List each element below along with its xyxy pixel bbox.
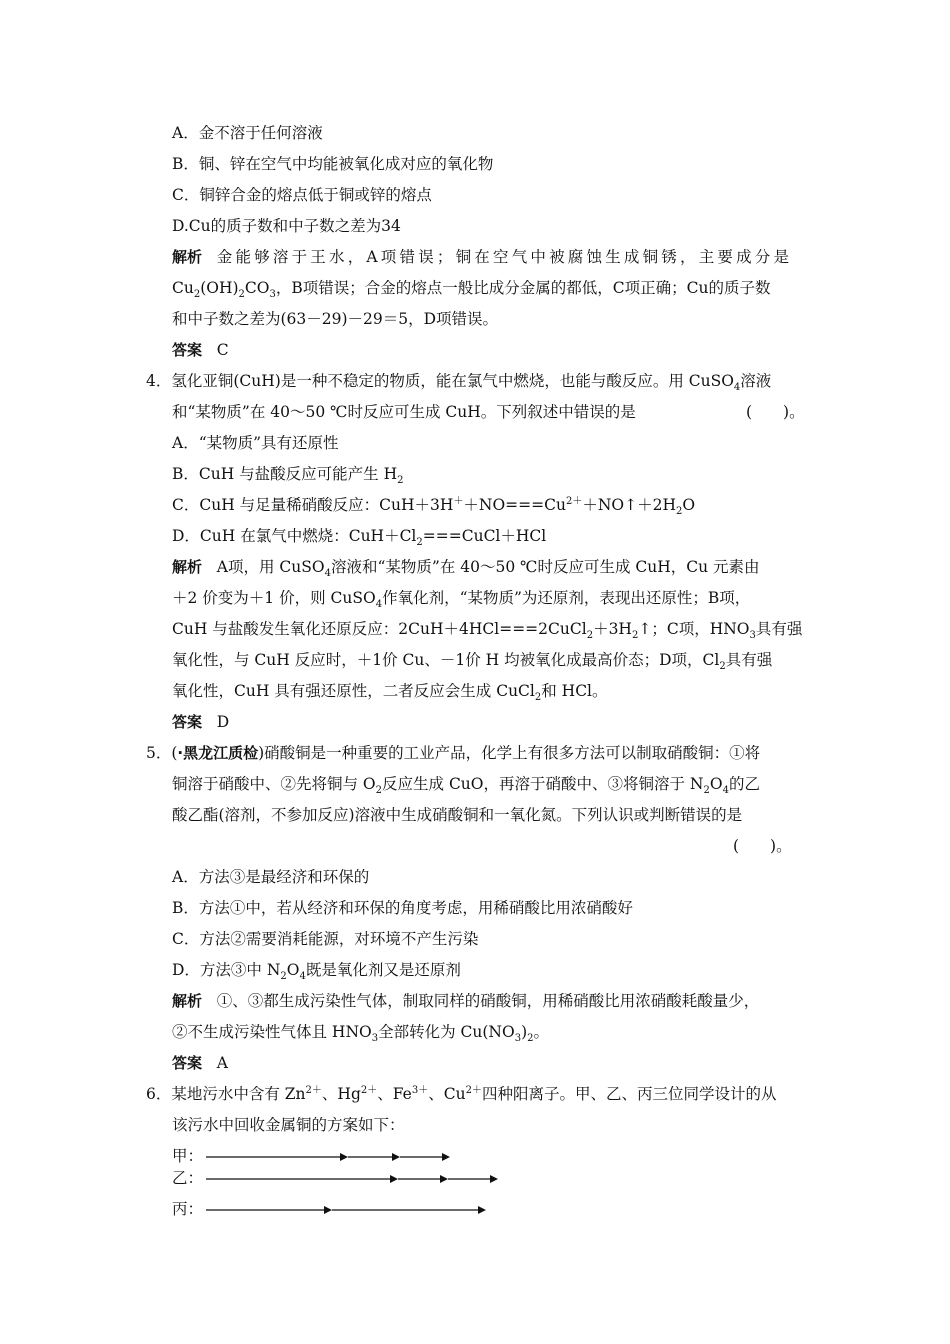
analysis-label: 解析 [172,248,203,266]
scheme-jia-label: 甲： [172,1147,204,1165]
q5-option-c: C．方法②需要消耗能源，对环境不产生污染 [172,930,479,948]
scheme-yi-arrows [204,1168,514,1188]
q6-stem-line-2: 该污水中回收金属铜的方案如下： [172,1116,405,1134]
q5-source: ·黑龙江质检 [177,744,259,762]
q5-option-b: B．方法①中，若从经济和环保的角度考虑，用稀硝酸比用浓硝酸好 [172,899,633,917]
q4-option-d: D．CuH 在氯气中燃烧：$CuH+Cl_2===CuCl+HCl$ [172,527,547,549]
q4-answer-value: D [216,713,230,731]
scheme-bing-arrows [204,1199,504,1219]
q5-answer-value: A [216,1054,228,1072]
q3-analysis-line-3: 和中子数之差为(63－29)－29＝5，D项错误。 [172,310,499,328]
q6-stem-line-1: 6．某地污水中含有 $Zn^{2+}$、$Hg^{2+}$、$Fe^{3+}$、$Cu^{2+}$四种阳离子。甲、乙、丙三位同学设计的从 [146,1084,777,1103]
q3-option-b: B．铜、锌在空气中均能被氧化成对应的氧化物 [172,155,494,173]
q4-option-c: C．CuH 与足量稀硝酸反应：$CuH+3H^++NO===Cu^{2+}+NO↑+2H_2O$ [172,495,696,518]
q4-analysis-line-3: CuH 与盐酸发生氧化还原反应：$2CuH+4HCl===2CuCl_2+3H_2↑$；C项，$HNO_3$具有强 [172,620,803,642]
q5-answer: 答案 A [172,1054,228,1072]
q3-analysis-line-1 [172,247,792,267]
q4-analysis-line-1: 解析 A项，用 CuSO$_4$溶液和“某物质”在 40～50 ℃时反应可生成 CuH，Cu 元素由 [172,558,760,580]
q4-option-a: A．“某物质”具有还原性 [172,434,339,452]
q3-analysis-line-2: $Cu_2(OH)_2CO_3$，B项错误；合金的熔点一般比成分金属的都低，C项正确；Cu的质子数 [172,279,771,301]
q3-analysis-text-2: ，B项错误；合金的熔点一般比成分金属的都低，C项正确；Cu的质子数 [275,279,771,297]
q3-answer [172,340,229,360]
q4-stem-line-1: 4．氢化亚铜(CuH)是一种不稳定的物质，能在氯气中燃烧，也能与酸反应。用 CuSO$_4$溶液 [146,372,772,394]
q5-stem-line-2: 铜溶于硝酸中、②先将铜与 $O_2$反应生成 CuO，再溶于硝酸中、③将铜溶于 $N_2O_4$的乙 [172,775,760,797]
q3-option-c: C．铜锌合金的熔点低于铜或锌的熔点 [172,186,432,204]
q4-analysis-line-2: ＋2 价变为＋1 价，则 CuSO$_4$作氧化剂，“某物质”为还原剂，表现出还原性；B项， [172,589,751,611]
q4-answer-paren: ( )。 [746,403,805,421]
q5-option-a: A．方法③是最经济和环保的 [172,868,370,886]
q4-answer: 答案 D [172,713,230,731]
q5-answer-paren: ( )。 [733,837,792,855]
q4-analysis-line-5: 氧化性，CuH 具有强还原性，二者反应会生成 CuCl$_2$和 HCl。 [172,682,608,704]
scheme-yi-label: 乙： [172,1169,204,1187]
q3-option-a: A．金不溶于任何溶液 [172,124,323,142]
q4-stem-line-2: 和“某物质”在 40～50 ℃时反应可生成 CuH。下列叙述中错误的是 [172,403,636,421]
q5-analysis-line-1: 解析 ①、③都生成污染性气体，制取同样的硝酸铜，用稀硝酸比用浓硝酸耗酸量少， [172,992,760,1010]
q3-answer-value: C [216,341,229,359]
answer-label: 答案 [172,341,203,359]
q3-option-d: D.Cu的质子数和中子数之差为34 [172,217,401,235]
q5-analysis-line-2: ②不生成污染性气体且 $HNO_3$全部转化为 $Cu(NO_3)_2$。 [172,1023,550,1045]
q4-analysis-line-4: 氧化性，与 CuH 反应时，＋1价 Cu、－1价 H 均被氧化成最高价态；D项，$Cl_2$具有强 [172,651,773,673]
scheme-bing-label: 丙： [172,1200,204,1218]
q3-analysis-text-1: 金能够溶于王水，A项错误；铜在空气中被腐蚀生成铜锈，主要成分是 [216,248,793,266]
q4-option-b: B．CuH 与盐酸反应可能产生 $H_2$ [172,465,404,487]
scheme-jia-arrows [204,1146,464,1166]
q5-stem-line-1: 5．(·黑龙江质检)硝酸铜是一种重要的工业产品，化学上有很多方法可以制取硝酸铜：①将 [146,744,761,762]
q5-stem-line-3: 酸乙酯(溶剂，不参加反应)溶液中生成硝酸铜和一氧化氮。下列认识或判断错误的是 [172,806,743,824]
q5-option-d: D．方法③中 $N_2O_4$既是氧化剂又是还原剂 [172,961,461,983]
